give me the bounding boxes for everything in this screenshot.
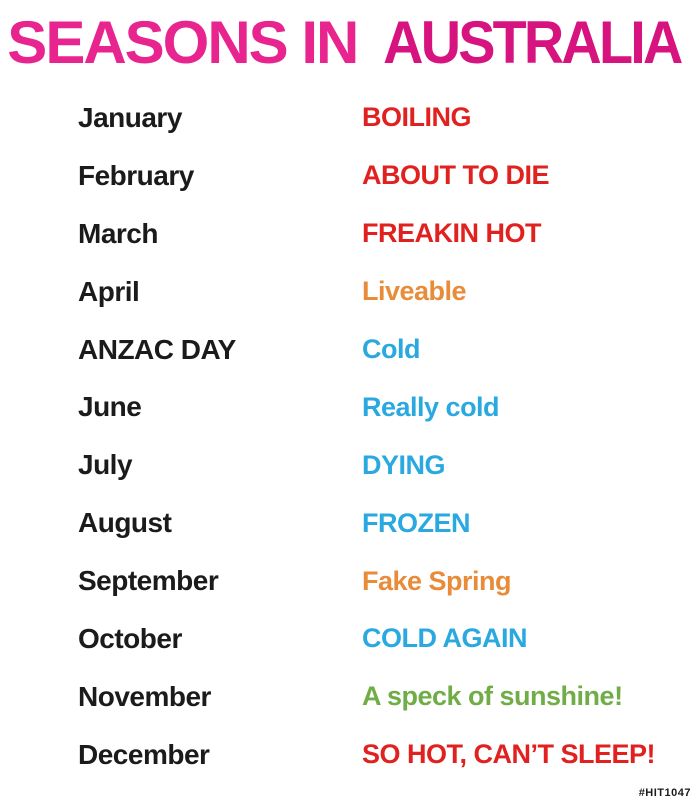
month-label: February bbox=[78, 159, 194, 191]
month-label: November bbox=[78, 680, 211, 712]
season-row-august bbox=[78, 494, 699, 552]
season-row-september bbox=[78, 552, 699, 610]
season-row-anzac-day bbox=[78, 321, 699, 379]
month-label: October bbox=[78, 622, 182, 654]
season-label: Fake Spring bbox=[362, 565, 512, 596]
season-label: COLD AGAIN bbox=[362, 623, 527, 654]
month-label: January bbox=[78, 101, 182, 133]
season-label: FREAKIN HOT bbox=[362, 218, 541, 249]
month-label: July bbox=[78, 449, 133, 481]
season-row-march bbox=[78, 205, 699, 263]
season-label: DYING bbox=[362, 449, 446, 480]
season-row-july bbox=[78, 436, 699, 494]
page-title bbox=[0, 10, 699, 76]
month-label: ANZAC DAY bbox=[78, 333, 236, 365]
season-label: Really cold bbox=[362, 391, 500, 422]
title-seasons-in: SEASONS IN bbox=[7, 9, 373, 76]
season-row-june bbox=[78, 378, 699, 436]
season-label: BOILING bbox=[362, 102, 471, 133]
season-label: A speck of sunshine! bbox=[362, 681, 623, 712]
month-label: June bbox=[78, 391, 142, 423]
month-label: August bbox=[78, 507, 172, 539]
month-label: September bbox=[78, 565, 219, 597]
season-label: Liveable bbox=[362, 276, 467, 307]
month-label: March bbox=[78, 217, 158, 249]
season-row-january bbox=[78, 89, 699, 147]
season-row-november bbox=[78, 668, 699, 726]
season-row-december bbox=[78, 726, 699, 784]
month-label: December bbox=[78, 738, 210, 770]
season-label: FROZEN bbox=[362, 507, 470, 538]
season-row-april bbox=[78, 263, 699, 321]
watermark-hashtag: #HIT1047 bbox=[638, 787, 691, 799]
season-label: SO HOT, CAN’T SLEEP! bbox=[362, 739, 656, 770]
season-label: ABOUT TO DIE bbox=[362, 160, 550, 191]
seasons-list bbox=[78, 89, 699, 784]
season-row-october bbox=[78, 610, 699, 668]
season-row-february bbox=[78, 147, 699, 205]
season-label: Cold bbox=[362, 334, 420, 364]
month-label: April bbox=[78, 275, 140, 307]
title-australia: AUSTRALIA bbox=[383, 9, 681, 76]
